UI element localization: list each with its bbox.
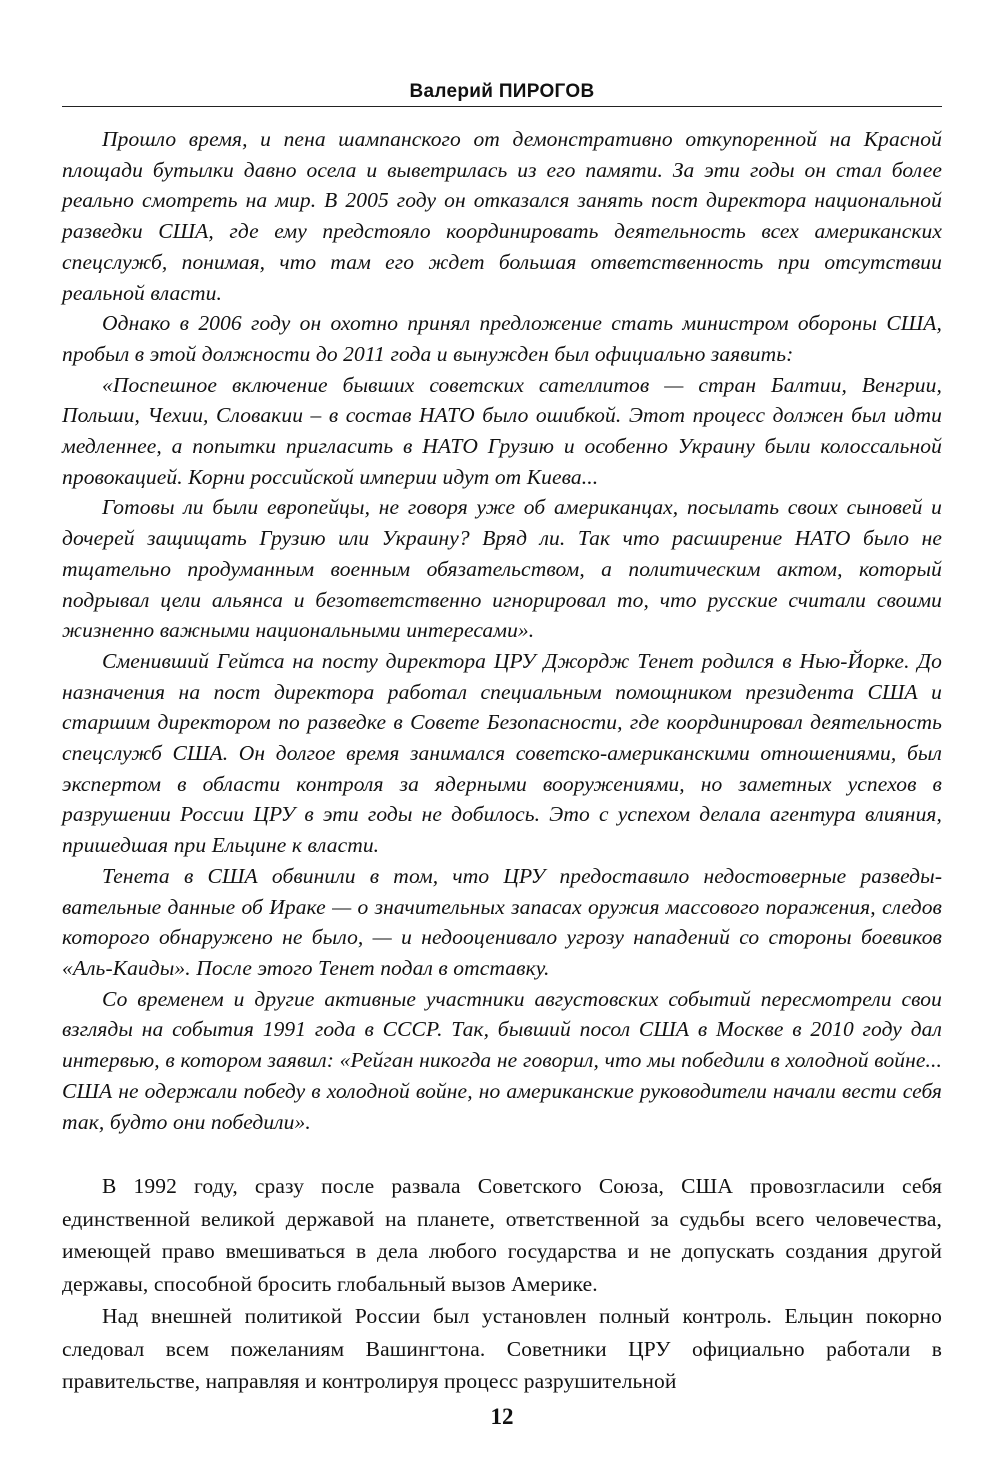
page-body <box>62 124 942 1398</box>
paragraph-main-2: Над внешней политикой России был установлен полный контроль. Ельцин покорно следовал всем пожеланиям Вашингтона. Советники ЦРУ официально работали в правительстве, направляя и контролируя процесс разрушительной <box>62 1304 942 1394</box>
paragraph-quote-2: Однако в 2006 году он охотно принял предложение стать министром обороны США, пробыл в этой должности до 2011 года и вынужден был официально заявить: <box>62 311 942 366</box>
running-header <box>62 78 942 107</box>
paragraph-quote-7: Со временем и другие активные участники августовских событий пересмотрели свои взгляды на события 1991 года в СССР. Так, бывший посол США в Москве в 2010 году дал интервью, в котором заявил: «Рейган никогда не говорил, что мы победили в холодной войне... США не одержали победу в холодной войне, но американские руководители начали вести себя так, будто они победили». <box>62 986 942 1134</box>
running-title: Валерий ПИРОГОВ <box>409 81 595 102</box>
paragraph-main-1: В 1992 году, сразу после развала Советского Союза, США провозгласили себя единственной великой державой на планете, ответственной за судьбы всего человечества, имеющей право вмешиваться в дела любого государства и не допускать создания другой державы, способной бросить глобальный вызов Америке. <box>62 1174 942 1296</box>
page-number: 12 <box>490 1404 514 1429</box>
section-gap <box>62 1137 942 1170</box>
paragraph-quote-1: Прошло время, и пена шампанского от демонстративно откупоренной на Красной площади бутылки давно осела и выветрилась из его памяти. За эти годы он стал более реально смотреть на мир. В 2005 году он отказался занять пост директора национальной разведки США, где ему предстояло координировать деятельность всех американских спецслужб, понимая, что там его ждет большая ответственность при отсутствии реальной власти. <box>62 127 942 305</box>
paragraph-quote-6: Тенета в США обвинили в том, что ЦРУ предоставило недостоверные разведывательные данные об Ираке — о значительных запасах оружия массового поражения, следов которого обнаружено не было, — и недооценивало угрозу нападений со стороны боевиков «Аль-Каиды». После этого Тенет подал в отставку. <box>62 863 942 980</box>
paragraph-quote-3: «Поспешное включение бывших советских сателлитов — стран Балтии, Венгрии, Польши, Чехии, Словакии – в состав НАТО было ошибкой. Этот процесс должен был идти медленнее, а попытки пригласить в НАТО Грузию и особенно Украину были колоссальной провокацией. Корни российской империи идут от Киева... <box>62 372 942 489</box>
paragraph-quote-4: Готовы ли были европейцы, не говоря уже об американцах, посылать своих сыновей и дочерей защищать Грузию или Украину? Вряд ли. Так что расширение НАТО было не тщательно продуманным военным обязательством, а политическим актом, который подрывал цели альянса и безответственно игнорировал то, что русские считали своими жизненно важными национальными интересами». <box>62 495 942 643</box>
main-section <box>62 1170 942 1398</box>
paragraph-quote-5: Сменивший Гейтса на посту директора ЦРУ Джордж Тенет родился в Нью-Йорке. До назначения на пост директора работал специальным помощником президента США и старшим директором по разведке в Совете Безопасности, где координировал деятельность спецслужб США. Он долгое время занимался советско-американскими отношениями, был экспертом в области контроля за ядерными вооружениями, но заметных успехов в разрушении России ЦРУ в эти годы не добилось. Это с успехом делала агентура влияния, пришедшая при Ельцине к власти. <box>62 648 942 858</box>
quoted-section <box>62 124 942 1137</box>
